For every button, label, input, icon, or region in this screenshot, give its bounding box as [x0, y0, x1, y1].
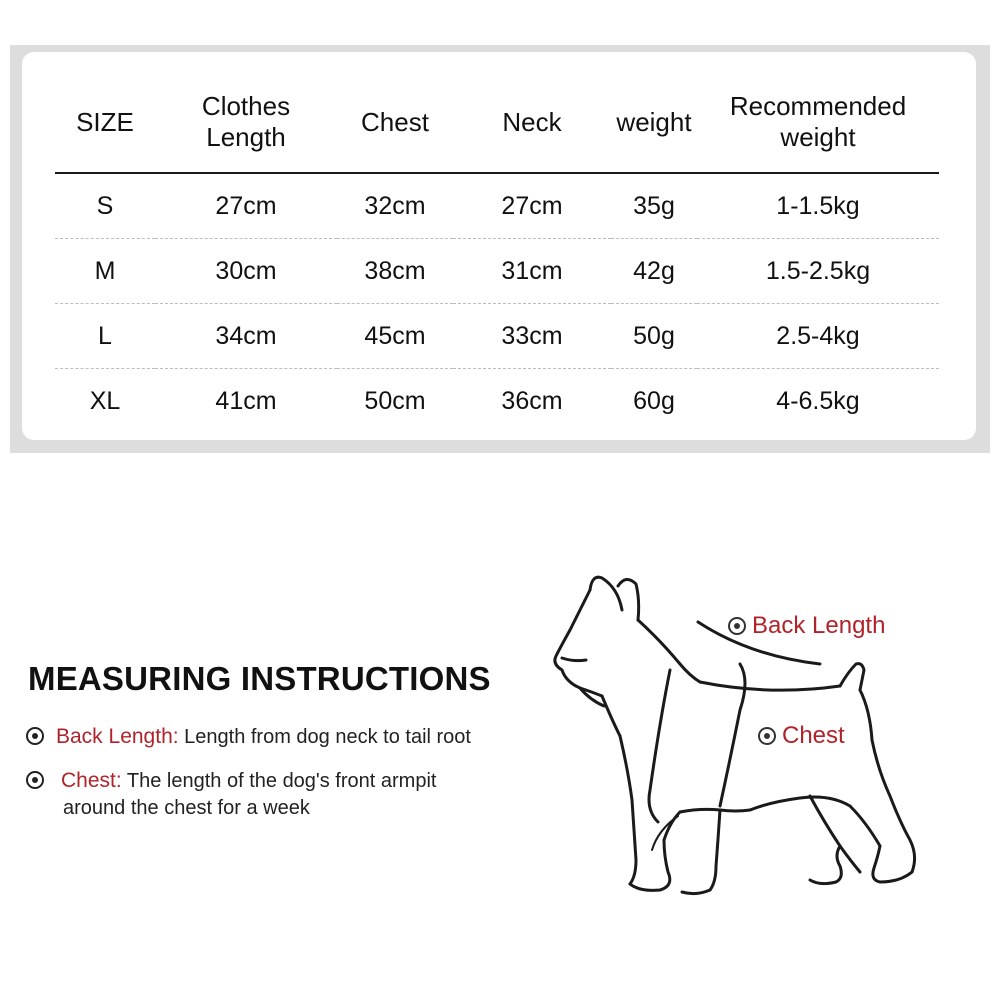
- table-cell: M: [55, 239, 155, 304]
- chest-callout: [758, 722, 845, 750]
- table-cell: 31cm: [453, 239, 611, 304]
- table-cell: 42g: [611, 239, 697, 304]
- table-cell: 34cm: [155, 304, 337, 369]
- table-cell: 45cm: [337, 304, 453, 369]
- table-cell: 38cm: [337, 239, 453, 304]
- table-cell: 50cm: [364, 386, 426, 415]
- table-cell: 36cm: [501, 386, 563, 415]
- table-row: [55, 173, 939, 239]
- instruction-back-length: [26, 723, 471, 751]
- instruction-term: Chest:: [61, 769, 122, 792]
- dog-diagram: [540, 560, 980, 920]
- back-length-callout: [728, 612, 885, 640]
- header-size: SIZE: [55, 72, 155, 173]
- table-cell: 41cm: [215, 386, 277, 415]
- header-recommended-weight: Recommended weight: [697, 72, 939, 173]
- header-weight: weight: [611, 72, 697, 173]
- instruction-chest: [26, 767, 436, 822]
- size-chart-table: [55, 72, 939, 433]
- table-cell: 60g: [633, 386, 675, 415]
- table-cell: 50g: [611, 304, 697, 369]
- measuring-instructions-title: MEASURING INSTRUCTIONS: [28, 660, 491, 697]
- target-icon: [26, 771, 44, 789]
- instruction-text: The length of the dog's front armpit: [121, 770, 437, 792]
- header-chest: Chest: [337, 72, 453, 173]
- table-row: [55, 304, 939, 369]
- table-cell: 33cm: [453, 304, 611, 369]
- header-neck: Neck: [453, 72, 611, 173]
- table-header-row: [55, 72, 939, 173]
- target-icon: [26, 727, 44, 745]
- table-cell: 30cm: [155, 239, 337, 304]
- target-icon: [728, 617, 746, 635]
- table-cell: 1.5-2.5kg: [697, 239, 939, 304]
- table-cell: 27cm: [453, 173, 611, 239]
- header-clothes-length: Clothes Length: [155, 72, 337, 173]
- table-row: [55, 239, 939, 304]
- table-cell: 2.5-4kg: [697, 304, 939, 369]
- table-cell: 27cm: [155, 173, 337, 239]
- table-cell: 1-1.5kg: [697, 173, 939, 239]
- table-cell: 4-6.5kg: [776, 386, 860, 415]
- table-cell: L: [55, 304, 155, 369]
- chest-label: Chest: [782, 722, 845, 749]
- back-length-label: Back Length: [752, 612, 886, 639]
- table-cell: 32cm: [337, 173, 453, 239]
- table-row: [55, 369, 939, 434]
- table-cell: XL: [89, 386, 121, 415]
- table-cell: 35g: [611, 173, 697, 239]
- target-icon: [758, 727, 776, 745]
- instruction-text: Length from dog neck to tail root: [178, 726, 471, 748]
- instruction-text-continued: around the chest for a week: [63, 797, 310, 819]
- instruction-term: Back Length:: [56, 725, 179, 748]
- table-cell: S: [55, 173, 155, 239]
